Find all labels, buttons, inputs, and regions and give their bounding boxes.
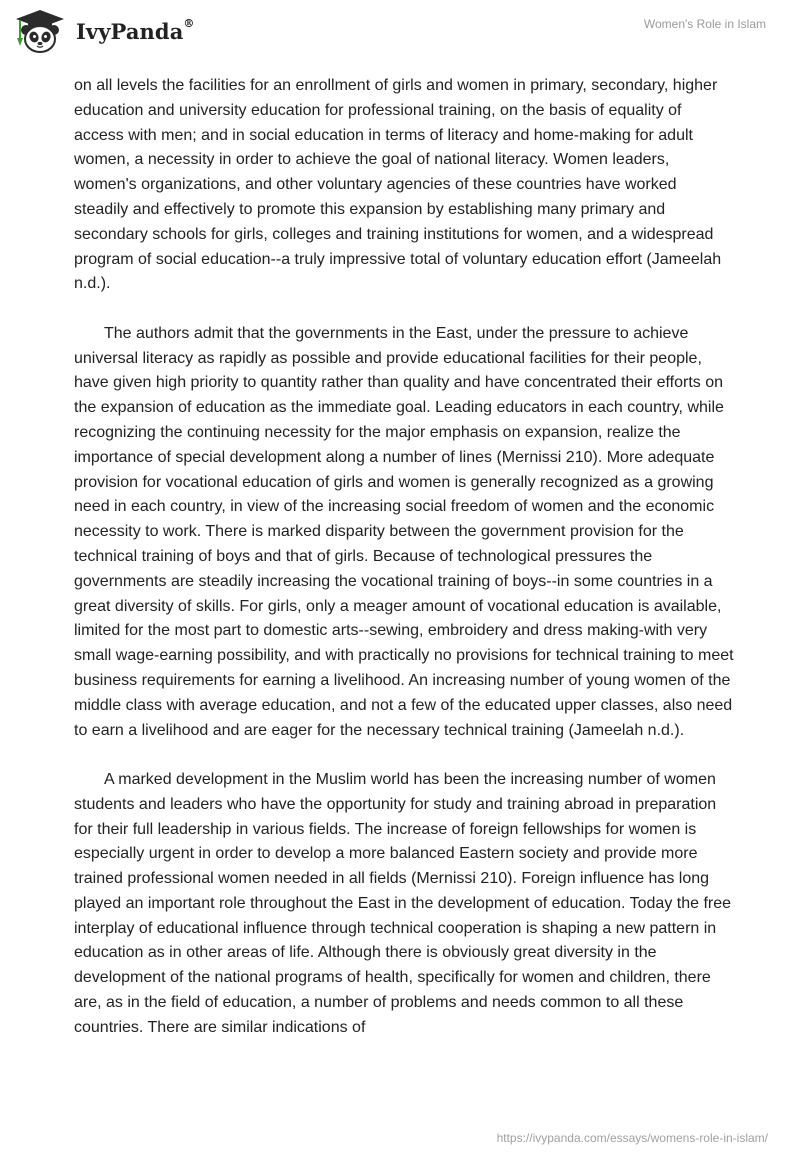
panda-graduation-cap-icon bbox=[14, 8, 66, 54]
page-header bbox=[0, 0, 800, 66]
brand-name: IvyPanda® bbox=[76, 16, 195, 44]
source-url[interactable]: https://ivypanda.com/essays/womens-role-in-islam/ bbox=[496, 1131, 768, 1145]
ivypanda-logo[interactable] bbox=[14, 8, 195, 54]
essay-body bbox=[74, 74, 734, 1065]
document-title: Women's Role in Islam bbox=[643, 17, 766, 31]
paragraph: The authors admit that the governments in the East, under the pressure to achieve universal literacy as rapidly as possible and provide educational facilities for their people, have given high priority to quantity rather than quality and have concentrated their efforts on the expansion of education as the immediate goal. Leading educators in each country, while recognizing the continuing necessity for the major emphasis on expansion, realize the importance of special development along a number of lines (Mernissi 210). More adequate provision for vocational education of girls and women is generally recognized as a growing need in each country, in view of the increasing social freedom of women and the economic necessity to work. There is marked disparity between the government provision for the technical training of boys and that of girls. Because of technological pressures the governments are steadily increasing the vocational training of boys--in some countries in a great diversity of skills. For girls, only a meager amount of vocational education is available, limited for the most part to domestic arts--sewing, embroidery and dress making-with very small wage-earning possibility, and with practically no provisions for technical training to meet business requirements for earning a livelihood. An increasing number of young women of the middle class with average education, and not a few of the educated upper classes, also need to earn a livelihood and are eager for the necessary technical training (Jameelah n.d.). bbox=[74, 324, 734, 739]
registered-mark: ® bbox=[183, 16, 195, 30]
paragraph: A marked development in the Muslim world has been the increasing number of women students and leaders who have the opportunity for study and training abroad in preparation for their full leadership in various fields. The increase of foreign fellowships for women is especially urgent in order to develop a more balanced Eastern society and provide more trained professional women needed in all fields (Mernissi 210). Foreign influence has long played an important role throughout the East in the development of education. Today the free interplay of educational influence through technical cooperation is shaping a new pattern in education as in other areas of life. Although there is obviously great diversity in the development of the national programs of health, specifically for women and children, there are, as in the field of education, a number of problems and needs common to all these countries. There are similar indications of bbox=[74, 770, 732, 1036]
paragraph-continued: on all levels the facilities for an enrollment of girls and women in primary, secondary, higher education and university education for professional training, on the basis of equality of access with men; and in social education in terms of literacy and home-making for adult women, a necessity in order to achieve the goal of national literacy. Women leaders, women's organizations, and other voluntary agencies of these countries have worked steadily and effectively to promote this expansion by establishing many primary and secondary schools for girls, colleges and training institutions for women, and a widespread program of social education--a truly impressive total of voluntary education effort (Jameelah n.d.). bbox=[74, 77, 722, 293]
